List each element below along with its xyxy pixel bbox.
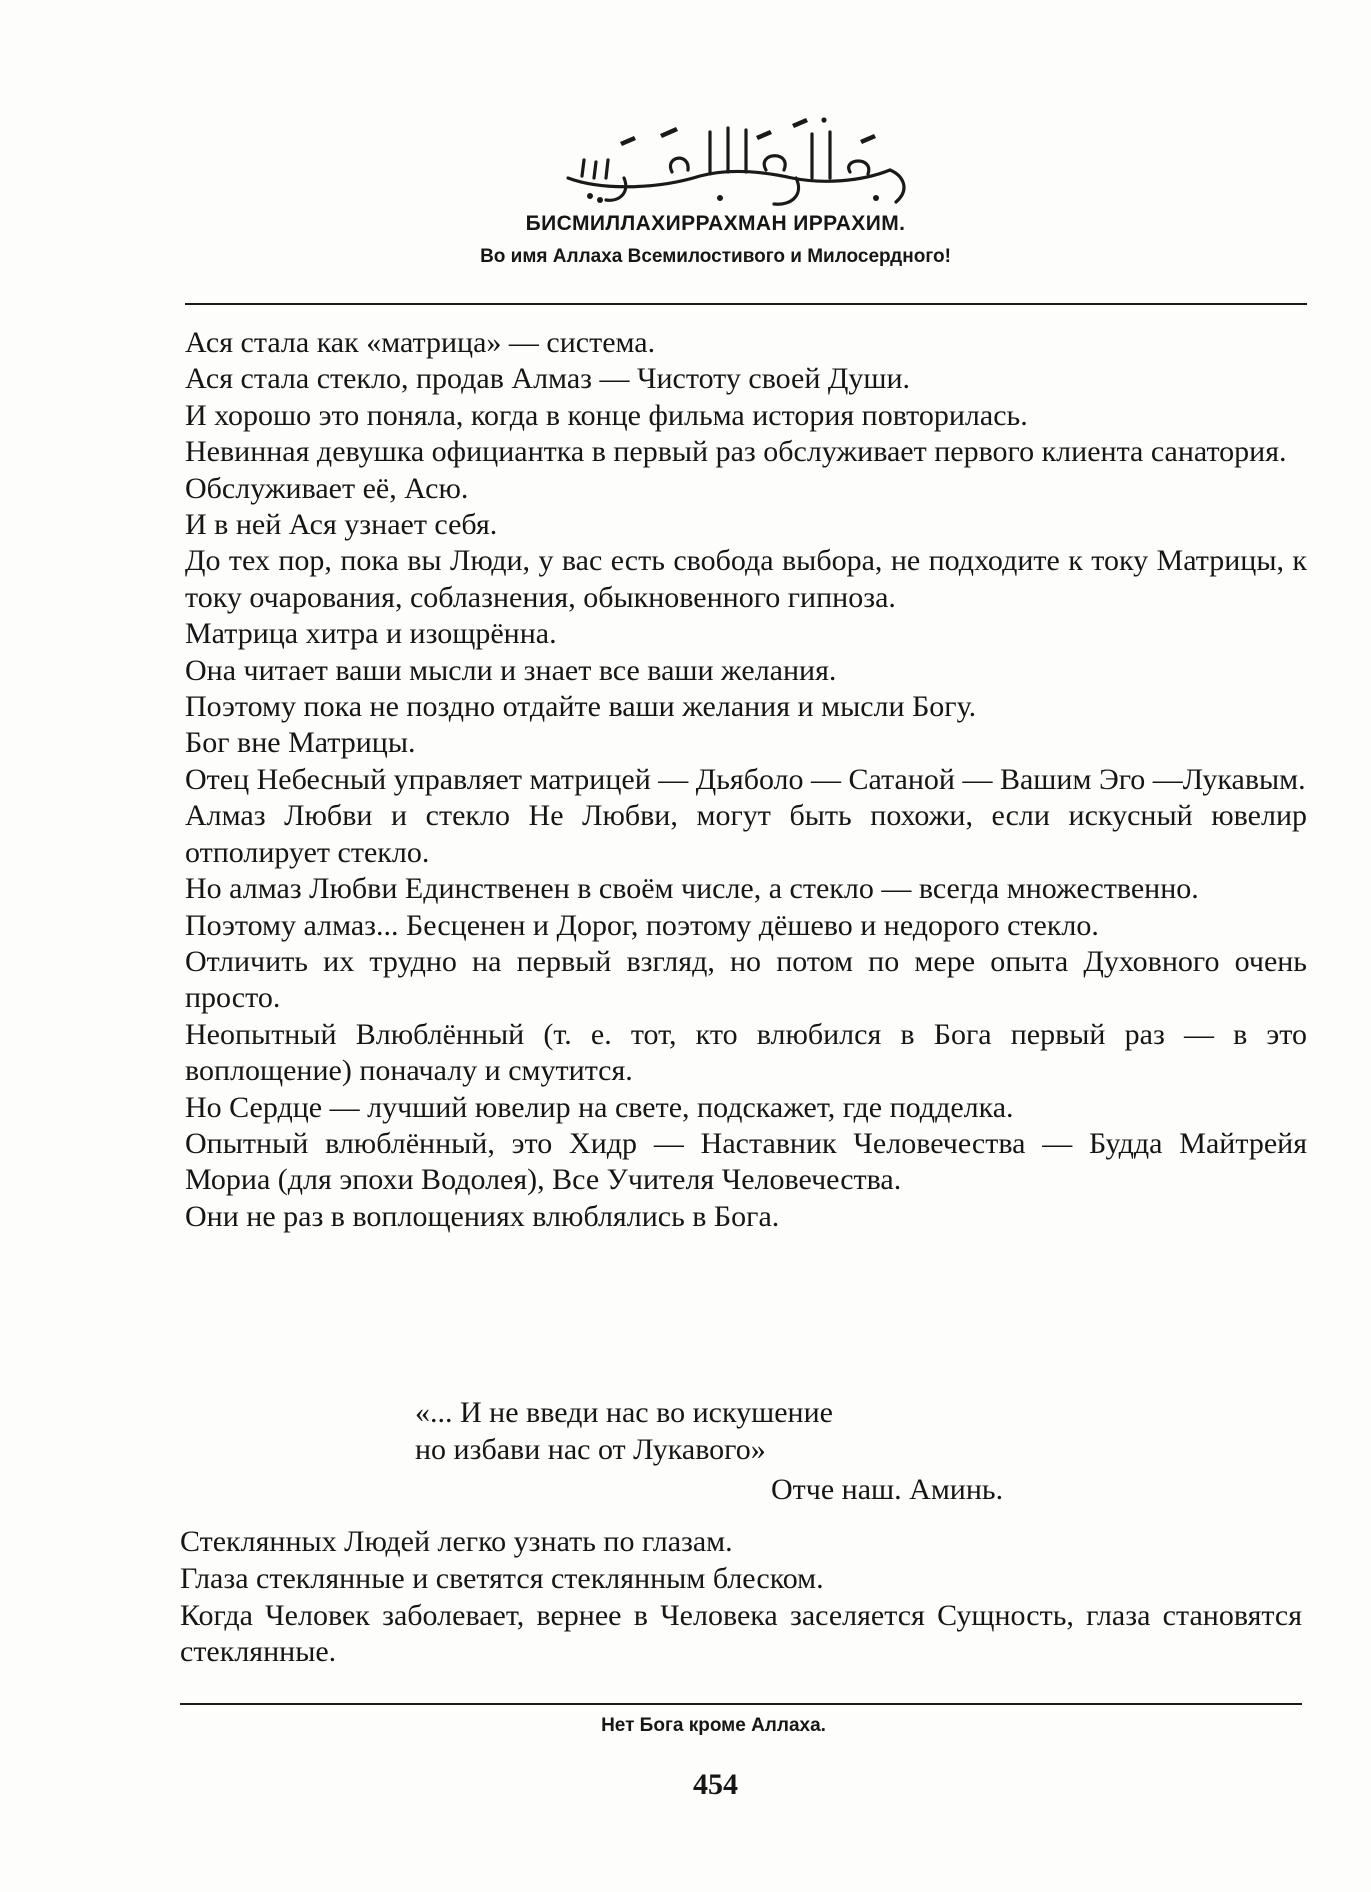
closing-text [180,1524,1302,1671]
body-text [185,325,1307,1235]
page-number: 454 [693,1768,738,1801]
header-divider [185,303,1307,305]
paragraph: Она читает ваши мысли и знает все ваши желания. [185,653,837,687]
paragraph: И в ней Ася узнает себя. [185,508,498,542]
paragraph: Опытный влюблённый, это Хидр — Наставник Человечества — Будда Майтрейя Мориа (для эпохи Водолея), Все Учителя Человечества. [185,1126,1307,1197]
footer-text: Нет Бога кроме Аллаха. [601,1715,826,1736]
bismillah-calligraphy [560,112,920,212]
paragraph: Но алмаз Любви Единственен в своём числе, а стекло — всегда множественно. [185,872,1199,906]
paragraph: Отец Небесный управляет матрицей — Дьяболо — Сатаной — Вашим Эго —Лукавым. [185,762,1306,796]
paragraph: Неопытный Влюблённый (т. е. тот, кто влюбился в Бога первый раз — в это воплощение) поначалу и смутится. [185,1017,1307,1088]
prayer-quote [415,1394,833,1468]
paragraph: Обслуживает её, Асю. [185,471,469,505]
paragraph: Матрица хитра и изощрённа. [185,617,557,651]
paragraph: Стеклянных Людей легко узнать по глазам. [180,1525,733,1558]
paragraph: Но Сердце — лучший ювелир на свете, подскажет, где подделка. [185,1090,1014,1124]
paragraph: Невинная девушка официантка в первый раз обслуживает первого клиента санатория. [185,435,1287,469]
paragraph: Алмаз Любви и стекло Не Любви, могут быть похожи, если искусный ювелир отполирует стекло. [185,799,1307,869]
paragraph: Они не раз в воплощениях влюблялись в Бога. [185,1199,780,1233]
quote-attribution: Отче наш. Аминь. [771,1473,1004,1506]
paragraph: Ася стала как «матрица» — система. [185,326,656,359]
header-subtitle: Во имя Аллаха Всемилостивого и Милосердного! [480,246,951,267]
quote-line: «... И не введи нас во искушение [415,1396,833,1429]
paragraph: И хорошо это поняла, когда в конце фильма история повторилась. [185,398,1028,432]
paragraph: Бог вне Матрицы. [185,726,416,760]
footer-divider [180,1703,1302,1705]
paragraph: Отличить их трудно на первый взгляд, но потом по мере опыта Духовного очень просто. [185,944,1307,1015]
quote-line: но избави нас от Лукавого» [415,1433,766,1466]
header-title: БИСМИЛЛАХИРРАХМАН ИРРАХИМ. [525,212,906,235]
paragraph: Поэтому пока не поздно отдайте ваши желания и мысли Богу. [185,690,977,724]
paragraph: Когда Человек заболевает, вернее в Человека заселяется Сущность, глаза становятся стеклянные. [180,1598,1302,1669]
paragraph: Ася стала стекло, продав Алмаз — Чистоту своей Души. [185,362,911,396]
paragraph: Глаза стеклянные и светятся стеклянным блеском. [180,1561,824,1595]
paragraph: Поэтому алмаз... Бесценен и Дорог, поэтому дёшево и недорого стекло. [185,908,1099,942]
paragraph: До тех пор, пока вы Люди, у вас есть свобода выбора, не подходите к току Матрицы, к току очарования, соблазнения, обыкновенного гипноза. [185,544,1307,614]
